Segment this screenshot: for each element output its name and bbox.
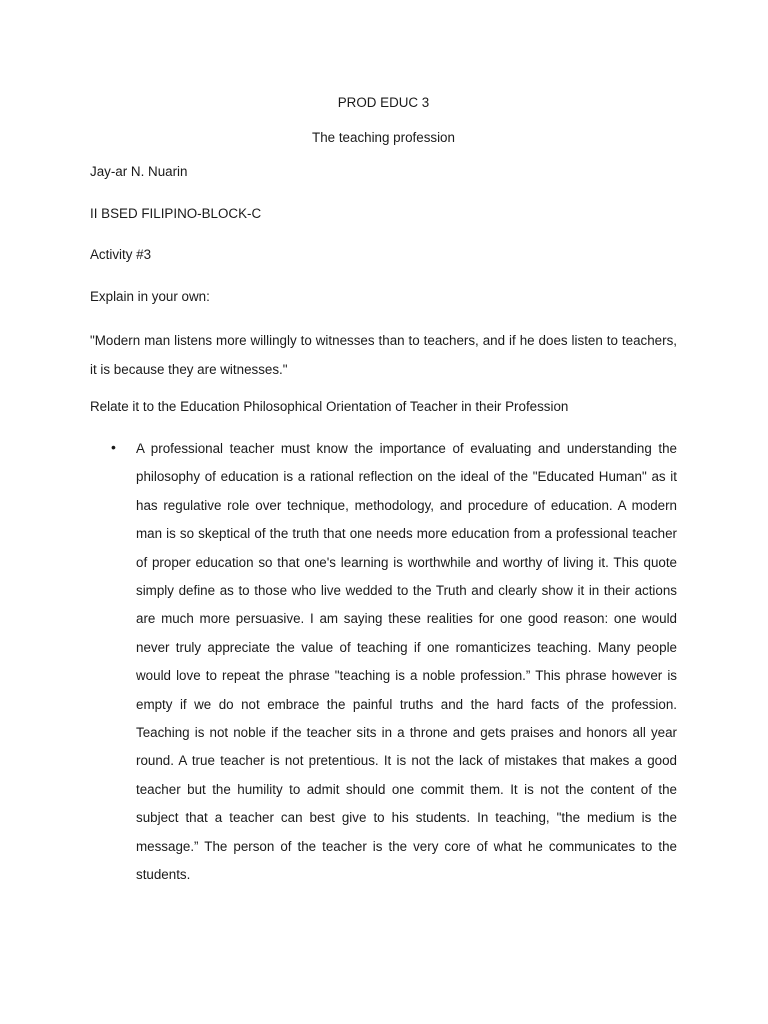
bullet-icon: • bbox=[111, 439, 116, 455]
student-name: Jay-ar N. Nuarin bbox=[90, 164, 188, 179]
document-page bbox=[90, 0, 677, 1024]
activity-label: Activity #3 bbox=[90, 247, 152, 262]
relate-prompt: Relate it to the Education Philosophical Orientation of Teacher in their Profession bbox=[90, 399, 569, 414]
subject-title: The teaching profession bbox=[312, 130, 455, 145]
section-label: II BSED FILIPINO-BLOCK-C bbox=[90, 206, 262, 221]
answer-paragraph: A professional teacher must know the importance of evaluating and understanding the philosophy of education is a rational reflection on the ideal of the "Educated Human" as it has regulative role over technique, methodology, and procedure of education. A modern man is so skeptical of the truth that one needs more education from a professional teacher of proper education so that one's learning is worthwhile and worthy of living it. This quote simply define as to those who live wedded to the Truth and clearly show it in their actions are much more persuasive. I am saying these realities for one good reason: one would never truly appreciate the value of teaching if one romanticizes teaching. Many people would love to repeat the phrase "teaching is a noble profession.” This phrase however is empty if we do not embrace the painful truths and the hard facts of the profession. Teaching is not noble if the teacher sits in a throne and gets praises and honors all year round. A true teacher is not pretentious. It is not the lack of mistakes that makes a good teacher but the humility to admit should one commit them. It is not the content of the subject that a teacher can best give to his students. In teaching, "the medium is the message.” The person of the teacher is the very core of what he communicates to the students. bbox=[136, 441, 677, 883]
course-title: PROD EDUC 3 bbox=[337, 95, 430, 110]
instruction-text: Explain in your own: bbox=[90, 289, 210, 304]
quote-paragraph: "Modern man listens more willingly to witnesses than to teachers, and if he does listen to teachers, it is because they are witnesses." bbox=[90, 333, 677, 377]
